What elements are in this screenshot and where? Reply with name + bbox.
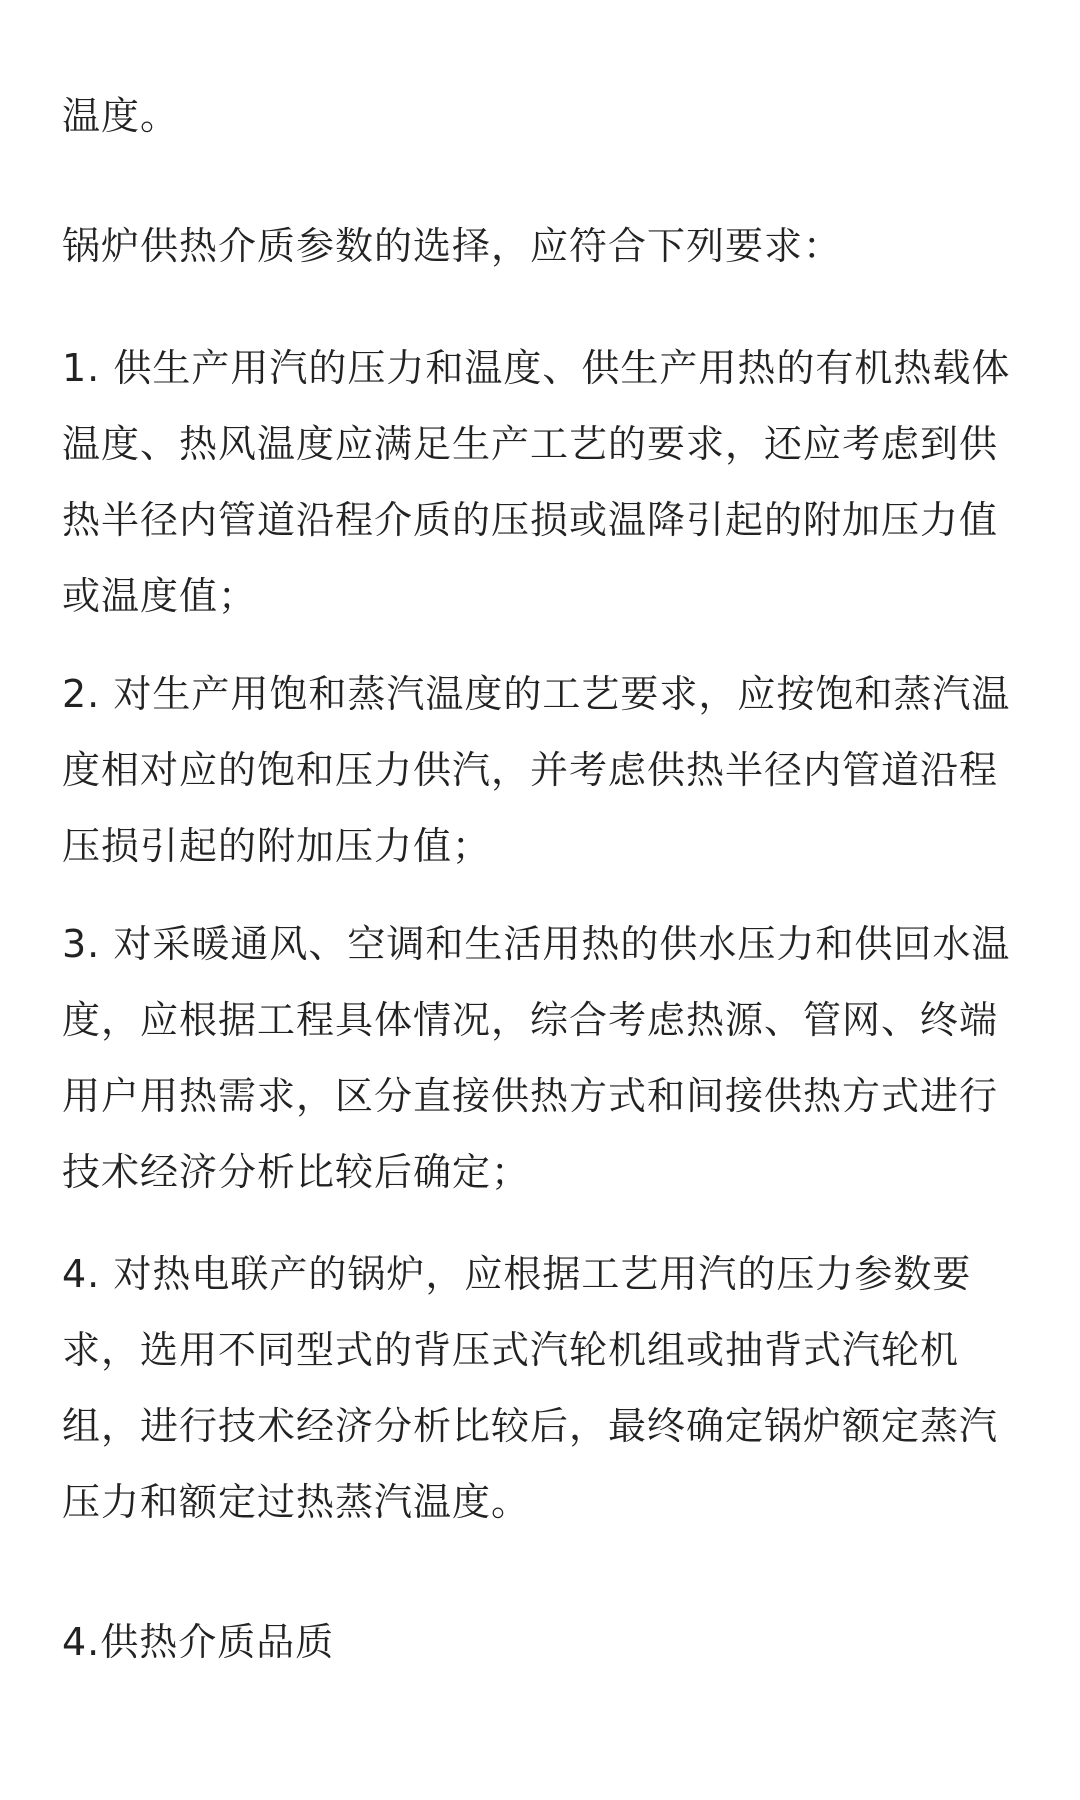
list-item-4: 4. 对热电联产的锅炉，应根据工艺用汽的压力参数要求，选用不同型式的背压式汽轮机组或抽背式汽轮机组，进行技术经济分析比较后，最终确定锅炉额定蒸汽压力和额定过热蒸汽温度。 <box>62 1252 999 1524</box>
list-item-3: 3. 对采暖通风、空调和生活用热的供水压力和供回水温度，应根据工程具体情况，综合考虑热源、管网、终端用户用热需求，区分直接供热方式和间接供热方式进行技术经济分析比较后确定； <box>62 922 1011 1194</box>
list-item-2: 2. 对生产用饱和蒸汽温度的工艺要求，应按饱和蒸汽温度相对应的饱和压力供汽，并考虑供热半径内管道沿程压损引起的附加压力值； <box>62 672 1011 868</box>
intro-paragraph: 锅炉供热介质参数的选择，应符合下列要求： <box>62 224 843 268</box>
list-item-1: 1. 供生产用汽的压力和温度、供生产用热的有机热载体温度、热风温度应满足生产工艺的要求，还应考虑到供热半径内管道沿程介质的压损或温降引起的附加压力值或温度值； <box>62 346 1011 618</box>
section-heading: 4.供热介质品质 <box>62 1620 335 1664</box>
lead-text: 温度。 <box>62 94 180 138</box>
